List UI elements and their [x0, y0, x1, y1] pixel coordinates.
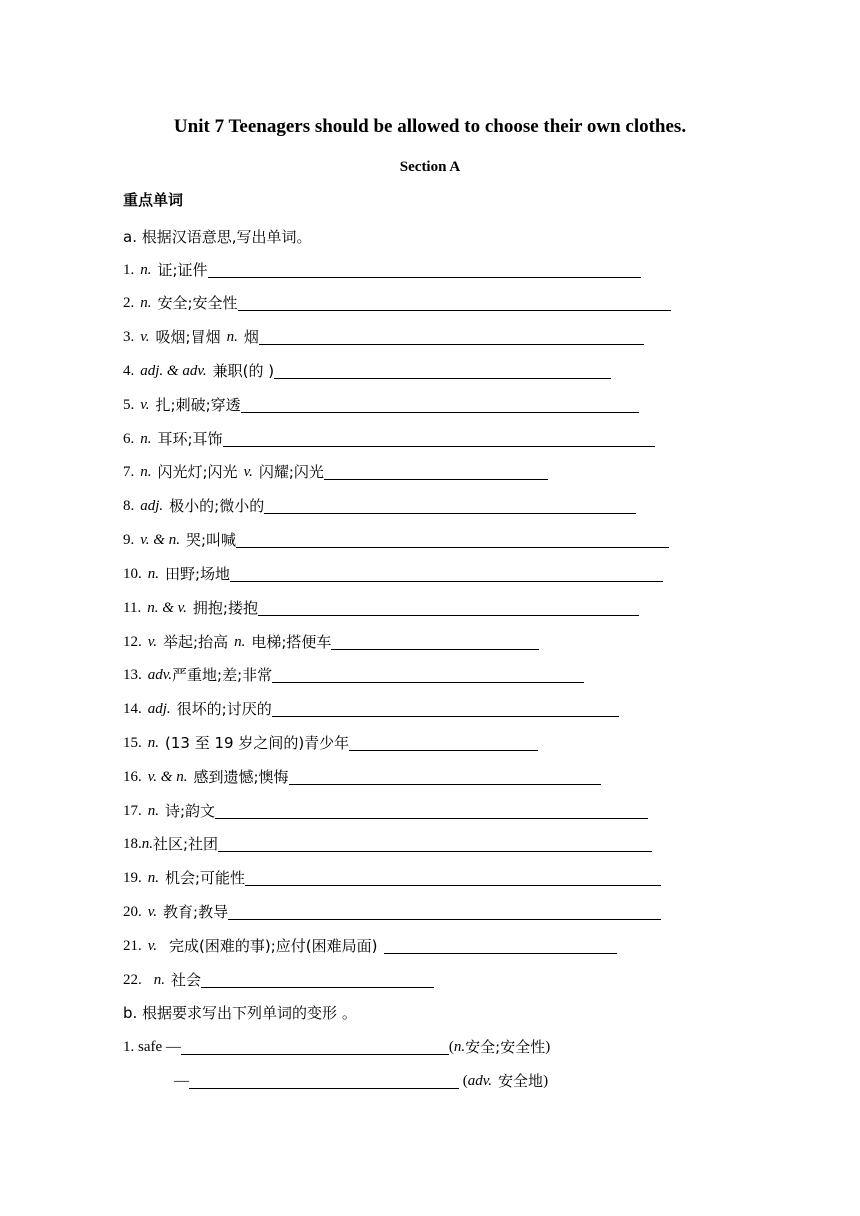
list-item: 19. n. 机会;可能性 — [123, 867, 661, 889]
answer-blank[interactable] — [208, 261, 641, 278]
list-item: 17. n. 诗;韵文 — [123, 800, 648, 822]
answer-blank[interactable] — [215, 802, 648, 819]
list-item: 10. n. 田野;场地 — [123, 563, 663, 585]
answer-blank[interactable] — [324, 463, 548, 480]
answer-blank[interactable] — [181, 1038, 449, 1055]
page-title: Unit 7 Teenagers should be allowed to choose their own clothes. — [173, 116, 687, 137]
answer-blank[interactable] — [384, 937, 617, 954]
answer-blank[interactable] — [238, 294, 671, 311]
answer-blank[interactable] — [259, 328, 644, 345]
answer-blank[interactable] — [272, 700, 619, 717]
list-item: 7. n. 闪光灯;闪光 v. 闪耀;闪光 — [123, 461, 548, 483]
list-item: 11. n. & v. 拥抱;搂抱 — [123, 597, 639, 619]
list-item: 8. adj. 极小的;微小的 — [123, 495, 636, 517]
list-item: 1. safe — ( n. 安全;安全性 ) — [123, 1038, 551, 1056]
list-item: 21. v. 完成(困难的事);应付(困难局面) — [123, 935, 617, 957]
list-item: 3. v. 吸烟;冒烟 n. 烟 — [123, 326, 644, 348]
section-title: Section A — [399, 159, 461, 175]
list-item: 16. v. & n. 感到遗憾;懊悔 — [123, 766, 601, 788]
answer-blank[interactable] — [274, 362, 611, 379]
answer-blank[interactable] — [289, 768, 601, 785]
part-b-instruction: b. 根据要求写出下列单词的变形 。 — [123, 1004, 357, 1022]
list-item: 15. n. (13 至 19 岁之间的)青少年 — [123, 732, 538, 754]
section-heading: 重点单词 — [123, 191, 184, 209]
list-item: 2. n. 安全;安全性 — [123, 292, 671, 314]
list-item: 9. v. & n. 哭;叫喊 — [123, 529, 669, 551]
list-item: 20. v. 教育;教导 — [123, 901, 661, 923]
list-item: 6. n. 耳环;耳饰 — [123, 428, 655, 450]
answer-blank[interactable] — [349, 734, 538, 751]
answer-blank[interactable] — [272, 666, 584, 683]
answer-blank[interactable] — [201, 971, 434, 988]
part-a-instruction: a. 根据汉语意思,写出单词。 — [123, 228, 312, 246]
answer-blank[interactable] — [245, 869, 661, 886]
list-item: 4. adj. & adv. 兼职(的 ) — [123, 360, 611, 382]
list-item: 14. adj. 很坏的;讨厌的 — [123, 698, 619, 720]
answer-blank[interactable] — [258, 599, 639, 616]
answer-blank[interactable] — [264, 497, 636, 514]
answer-blank[interactable] — [230, 565, 663, 582]
list-item: 12. v. 举起;抬高 n. 电梯;搭便车 — [123, 631, 539, 653]
answer-blank[interactable] — [241, 396, 639, 413]
answer-blank[interactable] — [218, 835, 652, 852]
answer-blank[interactable] — [236, 531, 669, 548]
answer-blank[interactable] — [189, 1072, 459, 1089]
answer-blank[interactable] — [228, 903, 661, 920]
list-item: 18. n. 社区;社团 — [123, 833, 652, 855]
list-item: 22. n. 社会 — [123, 969, 434, 991]
answer-blank[interactable] — [331, 633, 539, 650]
list-item: 1. n. 证;证件 — [123, 259, 641, 281]
list-item: — ( adv. 安全地 ) — [174, 1072, 549, 1090]
list-item: 13. adv. 严重地;差;非常 — [123, 664, 584, 686]
answer-blank[interactable] — [223, 430, 655, 447]
list-item: 5. v. 扎;刺破;穿透 — [123, 394, 639, 416]
